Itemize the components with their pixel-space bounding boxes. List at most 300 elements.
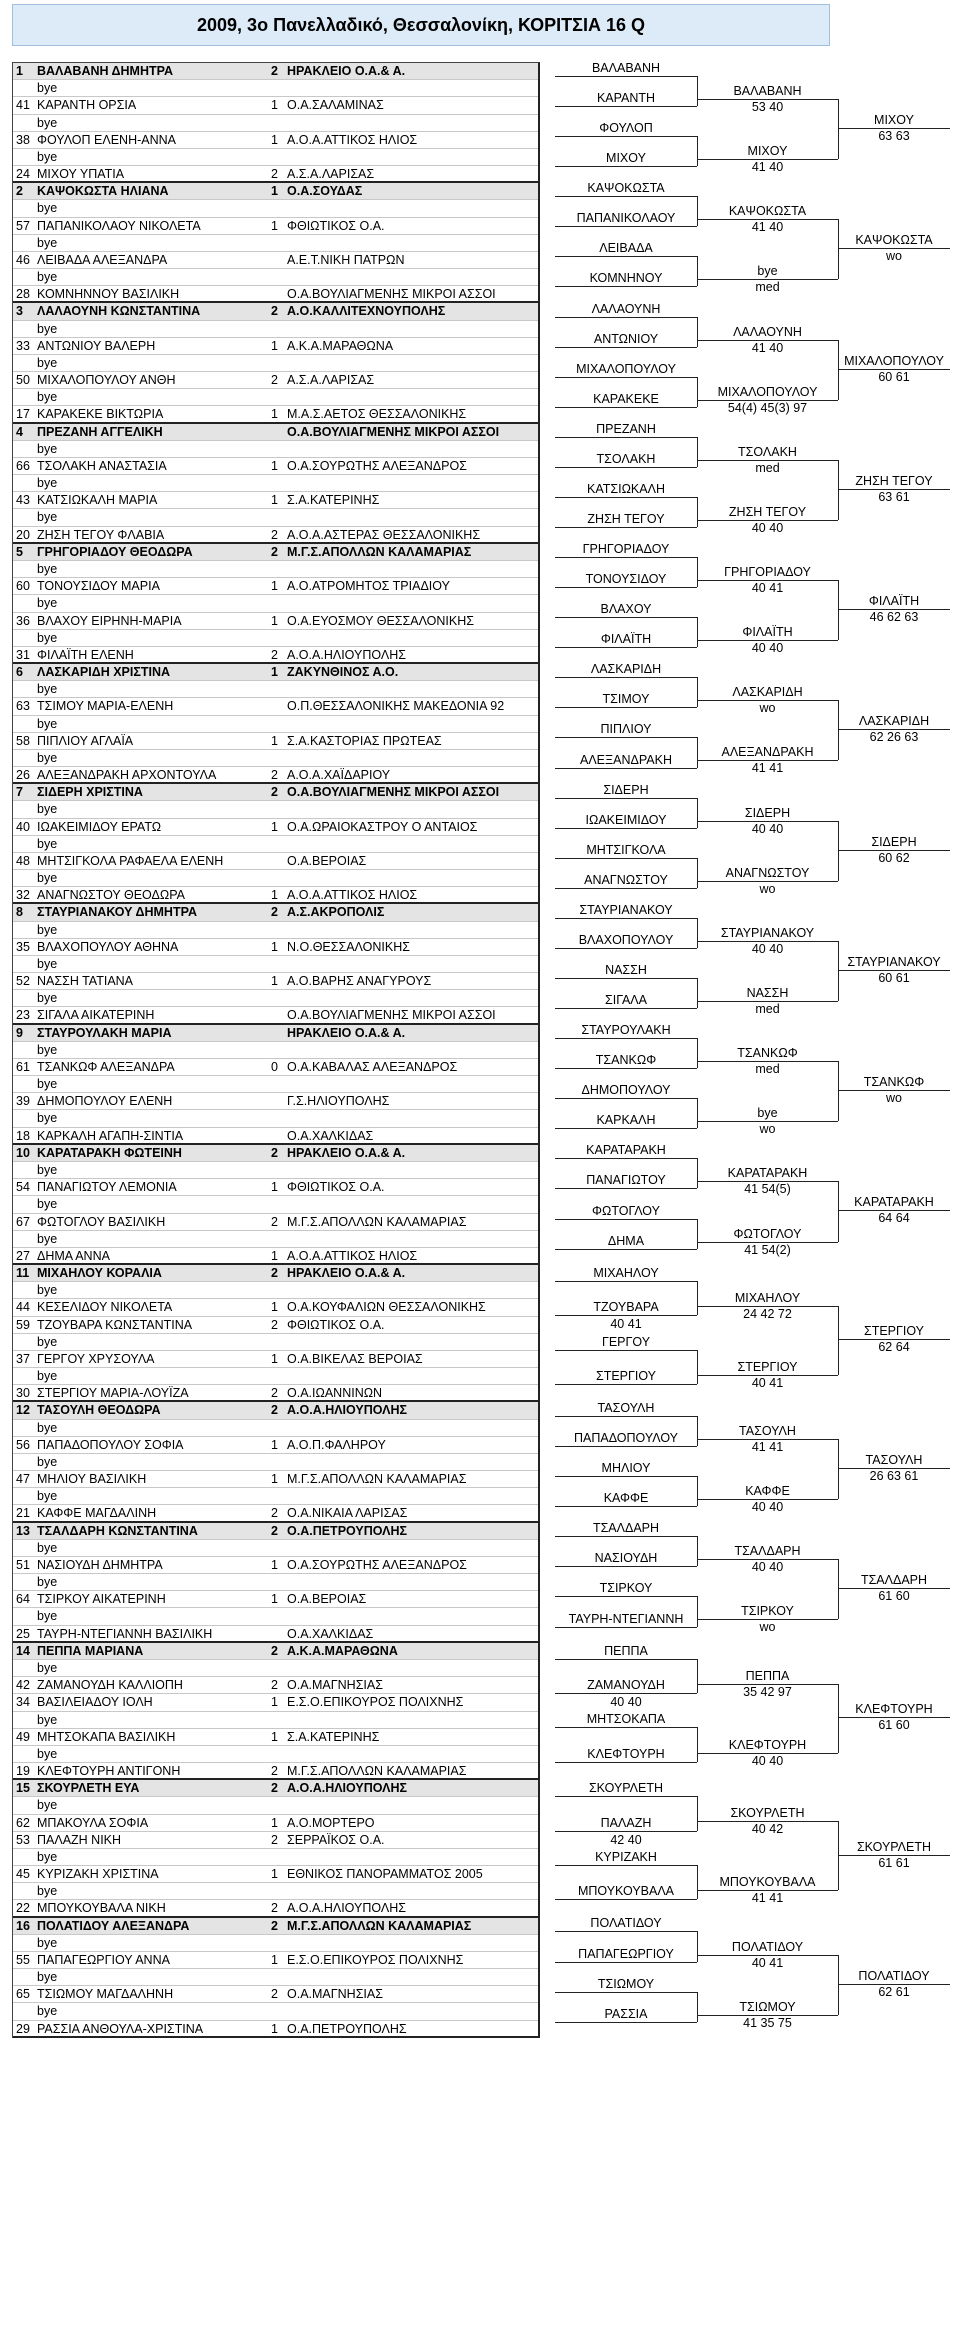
draw-row — [13, 1317, 538, 1334]
player-name: ΓΕΡΓΟΥ ΧΡΥΣΟΥΛΑ — [37, 1351, 155, 1366]
round2-score: 40 41 — [751, 1955, 784, 1970]
qualifier-entry: ΛΑΣΚΑΡΙΔΗ — [838, 713, 950, 730]
draw-row — [13, 1935, 538, 1952]
round1-entry: ΠΑΠΑΔΟΠΟΥΛΟΥ — [555, 1430, 697, 1447]
player-name: ΚΑΡΑΝΤΗ ΟΡΣΙΑ — [37, 98, 137, 113]
draw-number: 44 — [16, 1300, 30, 1315]
player-points: 1 — [271, 613, 278, 628]
club-name: Ο.Α.ΒΙΚΕΛΑΣ ΒΕΡΟΙΑΣ — [287, 1351, 423, 1366]
round2-score: 41 41 — [751, 1440, 784, 1455]
club-name: Α.Ο.Α.ΑΤΤΙΚΟΣ ΗΛΙΟΣ — [287, 888, 418, 903]
draw-row — [13, 1351, 538, 1368]
player-points: 1 — [271, 98, 278, 113]
draw-row — [13, 801, 538, 818]
player-name: bye — [37, 1042, 58, 1057]
draw-number: 55 — [16, 1952, 30, 1967]
player-name: bye — [37, 1231, 58, 1246]
qualifier-score: 61 60 — [878, 1589, 910, 1604]
draw-row — [13, 1746, 538, 1763]
player-name: bye — [37, 682, 58, 697]
player-points: 2 — [271, 1918, 278, 1933]
club-name: Ο.Α.ΠΕΤΡΟΥΠΟΛΗΣ — [287, 1523, 408, 1538]
draw-number: 63 — [16, 699, 30, 714]
draw-number: 3 — [16, 304, 23, 319]
draw-number: 19 — [16, 1764, 30, 1779]
player-name: bye — [37, 235, 58, 250]
draw-row — [13, 1797, 538, 1814]
player-points: 2 — [271, 1403, 278, 1418]
qualifier-score: 61 61 — [878, 1855, 910, 1870]
round2-entry: ΜΙΧΑΗΛΟΥ — [697, 1290, 838, 1307]
round1-entry: ΛΑΛΑΟΥΝΗ — [555, 301, 697, 318]
draw-number: 45 — [16, 1867, 30, 1882]
draw-row — [13, 97, 538, 114]
player-name: bye — [37, 1420, 58, 1435]
round2-entry: ΛΑΣΚΑΡΙΔΗ — [697, 684, 838, 701]
club-name: Ο.Α.ΜΑΓΝΗΣΙΑΣ — [287, 1678, 383, 1693]
player-name: ΠΑΝΑΓΙΩΤΟΥ ΛΕΜΟΝΙΑ — [37, 1180, 177, 1195]
player-name: ΜΗΤΣΟΚΑΠΑ ΒΑΣΙΛΙΚΗ — [37, 1729, 176, 1744]
round2-entry: ΤΣΑΛΔΑΡΗ — [697, 1543, 838, 1560]
draw-number: 32 — [16, 888, 30, 903]
player-name: ΒΛΑΧΟΥ ΕΙΡΗΝΗ-ΜΑΡΙΑ — [37, 613, 182, 628]
club-name: Ο.Π.ΘΕΣΣΑΛΟΝΙΚΗΣ ΜΑΚΕΔΟΝΙΑ 92 — [287, 699, 505, 714]
round2-score: wo — [759, 701, 776, 716]
player-name: ΚΑΨΟΚΩΣΤΑ ΗΛΙΑΝΑ — [37, 184, 169, 199]
player-name: ΦΙΛΑΪΤΗ ΕΛΕΝΗ — [37, 647, 134, 662]
player-name: ΑΝΑΓΝΩΣΤΟΥ ΘΕΟΔΩΡΑ — [37, 888, 185, 903]
draw-row — [13, 200, 538, 217]
draw-row — [13, 1900, 538, 1917]
player-name: ΠΑΠΑΝΙΚΟΛΑΟΥ ΝΙΚΟΛΕΤΑ — [37, 218, 201, 233]
player-points: 1 — [271, 407, 278, 422]
draw-row — [13, 750, 538, 767]
player-name: ΣΤΑΥΡΙΑΝΑΚΟΥ ΔΗΜΗΤΡΑ — [37, 905, 198, 920]
player-name: bye — [37, 441, 58, 456]
draw-row — [13, 1866, 538, 1883]
player-points: 2 — [271, 905, 278, 920]
round2-score: 41 40 — [751, 340, 784, 355]
club-name: Α.Ο.ΒΑΡΗΣ ΑΝΑΓΥΡΟΥΣ — [287, 974, 432, 989]
club-name: Α.Ο.Α.ΗΛΙΟΥΠΟΛΗΣ — [287, 1901, 406, 1916]
round2-score: 40 40 — [751, 1500, 784, 1515]
player-name: bye — [37, 750, 58, 765]
draw-row — [13, 578, 538, 595]
round2-score: med — [755, 460, 780, 475]
draw-row — [13, 1677, 538, 1694]
qualifier-entry: ΣΤΑΥΡΙΑΝΑΚΟΥ — [838, 954, 950, 971]
club-name: Ε.Σ.Ο.ΕΠΙΚΟΥΡΟΣ ΠΟΛΙΧΝΗΣ — [287, 1695, 464, 1710]
draw-row — [13, 1815, 538, 1832]
player-points: 2 — [271, 1145, 278, 1160]
player-name: bye — [37, 321, 58, 336]
club-name: Ε.Σ.Ο.ΕΠΙΚΟΥΡΟΣ ΠΟΛΙΧΝΗΣ — [287, 1952, 464, 1967]
player-points: 1 — [271, 458, 278, 473]
draw-number: 5 — [16, 544, 23, 559]
draw-row — [13, 235, 538, 252]
round1-entry: ΤΑΣΟΥΛΗ — [555, 1400, 697, 1417]
draw-number: 51 — [16, 1557, 30, 1572]
player-points: 2 — [271, 768, 278, 783]
draw-number: 25 — [16, 1626, 30, 1641]
round2-score: wo — [759, 1122, 776, 1137]
player-points: 1 — [271, 1248, 278, 1263]
round2-entry: ΑΝΑΓΝΩΣΤΟΥ — [697, 865, 838, 882]
player-name: ΒΛΑΧΟΠΟΥΛΟΥ ΑΘΗΝΑ — [37, 939, 179, 954]
draw-row — [13, 166, 538, 183]
round1-entry: ΑΝΤΩΝΙΟΥ — [555, 331, 697, 348]
player-name: ΓΡΗΓΟΡΙΑΔΟΥ ΘΕΟΔΩΡΑ — [37, 544, 193, 559]
round2-entry: ΚΑΡΑΤΑΡΑΚΗ — [697, 1165, 838, 1182]
club-name: Α.Ο.ΑΤΡΟΜΗΤΟΣ ΤΡΙΑΔΙΟΥ — [287, 579, 450, 594]
player-name: ΚΑΦΦΕ ΜΑΓΔΑΛΙΝΗ — [37, 1506, 157, 1521]
draw-number: 9 — [16, 1025, 23, 1040]
round1-entry: ΠΑΝΑΓΙΩΤΟΥ — [555, 1172, 697, 1189]
seed-row — [13, 784, 538, 801]
draw-number: 26 — [16, 768, 30, 783]
player-points: 1 — [271, 184, 278, 199]
draw-row — [13, 132, 538, 149]
qualifier-score: 60 61 — [878, 369, 910, 384]
draw-row — [13, 2021, 538, 2038]
round1-entry: ΣΤΑΥΡΟΥΛΑΚΗ — [555, 1022, 697, 1039]
qualifier-score: 63 61 — [878, 489, 910, 504]
draw-number: 59 — [16, 1317, 30, 1332]
round2-entry: ΑΛΕΞΑΝΔΡΑΚΗ — [697, 744, 838, 761]
round1-entry: ΚΑΡΑΝΤΗ — [555, 90, 697, 107]
player-name: ΒΑΛΑΒΑΝΗ ΔΗΜΗΤΡΑ — [37, 64, 174, 78]
round1-entry: ΜΙΧΑΗΛΟΥ — [555, 1265, 697, 1282]
draw-number: 35 — [16, 939, 30, 954]
round2-score: 41 54(5) — [744, 1182, 791, 1197]
club-name: Α.Σ.Α.ΛΑΡΙΣΑΣ — [287, 167, 375, 182]
qualifier-entry: ΚΑΡΑΤΑΡΑΚΗ — [838, 1194, 950, 1211]
player-points: 1 — [271, 338, 278, 353]
player-name: bye — [37, 355, 58, 370]
player-points: 1 — [271, 218, 278, 233]
draw-number: 66 — [16, 458, 30, 473]
draw-row — [13, 1368, 538, 1385]
club-name: Α.Ο.Α.ΑΤΤΙΚΟΣ ΗΛΙΟΣ — [287, 132, 418, 147]
player-name: ΜΠΑΚΟΥΛΑ ΣΟΦΙΑ — [37, 1815, 149, 1830]
round1-entry: ΜΗΤΣΟΚΑΠΑ — [555, 1711, 697, 1728]
seed-row — [13, 1643, 538, 1660]
club-name: Ο.Α.ΕΥΟΣΜΟΥ ΘΕΣΣΑΛΟΝΙΚΗΣ — [287, 613, 474, 628]
player-name: ΚΑΡΚΑΛΗ ΑΓΑΠΗ-ΣΙΝΤΙΑ — [37, 1128, 184, 1143]
round2-score: 40 40 — [751, 1560, 784, 1575]
round2-score: 35 42 97 — [743, 1684, 792, 1699]
round1-entry: ΛΕΙΒΑΔΑ — [555, 240, 697, 257]
draw-row — [13, 149, 538, 166]
player-name: ΤΑΣΟΥΛΗ ΘΕΟΔΩΡΑ — [37, 1403, 161, 1418]
player-name: ΠΕΠΠΑ ΜΑΡΙΑΝΑ — [37, 1643, 144, 1658]
seed-row — [13, 1025, 538, 1042]
draw-row — [13, 956, 538, 973]
draw-number: 2 — [16, 184, 23, 199]
player-points: 1 — [271, 1952, 278, 1967]
club-name: ΕΘΝΙΚΟΣ ΠΑΝΟΡΑΜΜΑΤΟΣ 2005 — [287, 1867, 483, 1882]
player-name: ΤΑΥΡΗ-ΝΤΕΓΙΑΝΝΗ ΒΑΣΙΛΙΚΗ — [37, 1626, 213, 1641]
draw-number: 49 — [16, 1729, 30, 1744]
draw-row — [13, 269, 538, 286]
draw-row — [13, 1488, 538, 1505]
player-name: ΚΥΡΙΖΑΚΗ ΧΡΙΣΤΙΝΑ — [37, 1867, 159, 1882]
round2-score: 41 35 75 — [743, 2015, 792, 2030]
player-name: bye — [37, 149, 58, 164]
player-name: ΣΚΟΥΡΛΕΤΗ ΕΥΑ — [37, 1781, 140, 1796]
draw-row — [13, 1162, 538, 1179]
player-name: ΤΖΟΥΒΑΡΑ ΚΩΝΣΤΑΝΤΙΝΑ — [37, 1317, 193, 1332]
draw-row — [13, 630, 538, 647]
round2-entry: bye — [697, 1105, 838, 1122]
player-points: 2 — [271, 1832, 278, 1847]
draw-number: 11 — [16, 1266, 30, 1281]
club-name: ΦΘΙΩΤΙΚΟΣ Ο.Α. — [287, 1317, 385, 1332]
draw-number: 33 — [16, 338, 30, 353]
draw-row — [13, 647, 538, 664]
round1-entry: ΚΟΜΝΗΝΟΥ — [555, 270, 697, 287]
draw-row — [13, 1248, 538, 1265]
draw-row — [13, 1505, 538, 1522]
draw-number: 38 — [16, 132, 30, 147]
round1-entry: ΝΑΣΙΟΥΔΗ — [555, 1550, 697, 1567]
round1-entry: ΚΑΤΣΙΩΚΑΛΗ — [555, 481, 697, 498]
player-points: 2 — [271, 1678, 278, 1693]
player-name: bye — [37, 1970, 58, 1985]
round2-score: 40 41 — [751, 581, 784, 596]
round2-score: 41 40 — [751, 160, 784, 175]
qualifier-score: 63 63 — [878, 129, 910, 144]
club-name: Ο.Α.ΒΟΥΛΙΑΓΜΕΝΗΣ ΜΙΚΡΟΙ ΑΣΣΟΙ — [287, 424, 500, 439]
qualifier-entry: ΖΗΣΗ ΤΕΓΟΥ — [838, 473, 950, 490]
player-points: 1 — [271, 939, 278, 954]
round1-entry: ΤΣΑΛΔΑΡΗ — [555, 1520, 697, 1537]
qualifier-score: 60 61 — [878, 970, 910, 985]
draw-number: 42 — [16, 1678, 30, 1693]
player-points: 2 — [271, 785, 278, 800]
round2-entry: ΠΟΛΑΤΙΔΟΥ — [697, 1939, 838, 1956]
player-name: bye — [37, 1077, 58, 1092]
draw-number: 22 — [16, 1901, 30, 1916]
draw-number: 1 — [16, 64, 23, 78]
player-name: ΛΑΛΑΟΥΝΗ ΚΩΝΣΤΑΝΤΙΝΑ — [37, 304, 201, 319]
draw-number: 53 — [16, 1832, 30, 1847]
player-name: bye — [37, 390, 58, 405]
player-points: 2 — [271, 1317, 278, 1332]
player-points: 1 — [271, 888, 278, 903]
round1-entry: ΤΣΙΜΟΥ — [555, 691, 697, 708]
draw-row — [13, 939, 538, 956]
round2-entry: ΤΣΟΛΑΚΗ — [697, 444, 838, 461]
round1-entry: ΚΥΡΙΖΑΚΗ — [555, 1849, 697, 1866]
player-points: 1 — [271, 1557, 278, 1572]
draw-row — [13, 1883, 538, 1900]
player-points: 2 — [271, 544, 278, 559]
draw-row — [13, 1471, 538, 1488]
draw-row — [13, 1540, 538, 1557]
player-points: 2 — [271, 167, 278, 182]
player-name: bye — [37, 716, 58, 731]
draw-number: 43 — [16, 493, 30, 508]
draw-row — [13, 372, 538, 389]
player-name: ΠΑΠΑΓΕΩΡΓΙΟΥ ΑΝΝΑ — [37, 1952, 170, 1967]
club-name: Α.Ο.Α.ΗΛΙΟΥΠΟΛΗΣ — [287, 647, 406, 662]
club-name: Ο.Α.ΒΕΡΟΙΑΣ — [287, 1592, 367, 1607]
club-name: Ο.Α.ΣΟΥΡΩΤΗΣ ΑΛΕΞΑΝΔΡΟΣ — [287, 458, 467, 473]
player-name: ΛΕΙΒΑΔΑ ΑΛΕΞΑΝΔΡΑ — [37, 252, 168, 267]
draw-row — [13, 1557, 538, 1574]
player-name: bye — [37, 1935, 58, 1950]
draw-row — [13, 698, 538, 715]
draw-row — [13, 509, 538, 526]
player-name: ΛΑΣΚΑΡΙΔΗ ΧΡΙΣΤΙΝΑ — [37, 665, 171, 680]
player-name: bye — [37, 1849, 58, 1864]
round1-entry: ΤΖΟΥΒΑΡΑ — [555, 1299, 697, 1316]
round1-entry: ΚΑΡΑΚΕΚΕ — [555, 391, 697, 408]
draw-number: 17 — [16, 407, 30, 422]
club-name: Ν.Ο.ΘΕΣΣΑΛΟΝΙΚΗΣ — [287, 939, 410, 954]
club-name: Α.Ο.Π.ΦΑΛΗΡΟΥ — [287, 1437, 386, 1452]
round1-entry: ΒΑΛΑΒΑΝΗ — [555, 60, 697, 77]
draw-number: 56 — [16, 1437, 30, 1452]
round2-entry: ΣΙΔΕΡΗ — [697, 805, 838, 822]
draw-row — [13, 475, 538, 492]
draw-row — [13, 80, 538, 97]
player-points: 1 — [271, 2021, 278, 2036]
round1-score: 40 40 — [610, 1695, 642, 1710]
player-points: 2 — [271, 1506, 278, 1521]
player-name: bye — [37, 1197, 58, 1212]
round1-entry: ΒΛΑΧΟΠΟΥΛΟΥ — [555, 932, 697, 949]
draw-number: 24 — [16, 167, 30, 182]
club-name: Α.Κ.Α.ΜΑΡΑΘΩΝΑ — [287, 338, 394, 353]
player-points: 2 — [271, 1764, 278, 1779]
player-name: bye — [37, 1884, 58, 1899]
round1-entry: ΒΛΑΧΟΥ — [555, 601, 697, 618]
draw-number: 16 — [16, 1918, 30, 1933]
draw-row — [13, 836, 538, 853]
round1-entry: ΚΑΡΚΑΛΗ — [555, 1112, 697, 1129]
round1-entry: ΣΙΓΑΛΑ — [555, 992, 697, 1009]
club-name: ΖΑΚΥΝΘΙΝΟΣ Α.Ο. — [287, 665, 399, 680]
player-points: 1 — [271, 493, 278, 508]
round1-entry: ΖΑΜΑΝΟΥΔΗ — [555, 1677, 697, 1694]
draw-number: 64 — [16, 1592, 30, 1607]
draw-number: 15 — [16, 1781, 30, 1796]
round2-score: 40 41 — [751, 1375, 784, 1390]
qualifier-score: wo — [886, 249, 902, 264]
player-name: ΜΙΧΑΗΛΟΥ ΚΟΡΑΛΙΑ — [37, 1266, 162, 1281]
qualifier-score: 26 63 61 — [869, 1469, 919, 1484]
player-points: 1 — [271, 665, 278, 680]
draw-row — [13, 338, 538, 355]
club-name: Ο.Α.ΒΟΥΛΙΑΓΜΕΝΗΣ ΜΙΚΡΟΙ ΑΣΣΟΙ — [287, 785, 500, 800]
round1-entry: ΠΑΠΑΓΕΩΡΓΙΟΥ — [555, 1946, 697, 1963]
seed-row — [13, 1402, 538, 1419]
player-name: bye — [37, 1660, 58, 1675]
round1-entry: ΖΗΣΗ ΤΕΓΟΥ — [555, 511, 697, 528]
round1-entry: ΛΑΣΚΑΡΙΔΗ — [555, 661, 697, 678]
player-name: bye — [37, 1609, 58, 1624]
round2-entry: ΤΣΙΩΜΟΥ — [697, 1999, 838, 2016]
draw-number: 50 — [16, 373, 30, 388]
club-name: Μ.Α.Σ.ΑΕΤΟΣ ΘΕΣΣΑΛΟΝΙΚΗΣ — [287, 407, 467, 422]
seed-row — [13, 664, 538, 681]
round1-entry: ΦΟΥΛΟΠ — [555, 120, 697, 137]
draw-row — [13, 1214, 538, 1231]
draw-number: 28 — [16, 287, 30, 302]
player-name: ΣΤΑΥΡΟΥΛΑΚΗ ΜΑΡΙΑ — [37, 1025, 172, 1040]
player-name: ΚΟΜΝΗΝΝΟΥ ΒΑΣΙΛΙΚΗ — [37, 287, 180, 302]
draw-row — [13, 1591, 538, 1608]
player-name: bye — [37, 476, 58, 491]
qualifier-score: wo — [886, 1091, 902, 1106]
player-name: ΤΟΝΟΥΣΙΔΟΥ ΜΑΡΙΑ — [37, 579, 160, 594]
round1-entry: ΠΙΠΛΙΟΥ — [555, 721, 697, 738]
round1-entry: ΚΑΡΑΤΑΡΑΚΗ — [555, 1142, 697, 1159]
draw-number: 27 — [16, 1248, 30, 1263]
round2-score: 41 54(2) — [744, 1242, 791, 1257]
draw-number: 48 — [16, 853, 30, 868]
draw-row — [13, 561, 538, 578]
club-name: Ο.Α.ΧΑΛΚΙΔΑΣ — [287, 1128, 374, 1143]
round1-entry: ΠΑΛΑΖΗ — [555, 1815, 697, 1832]
round1-entry: ΡΑΣΣΙΑ — [555, 2006, 697, 2023]
qualifier-entry: ΦΙΛΑΪΤΗ — [838, 593, 950, 610]
draw-row — [13, 321, 538, 338]
round2-score: 53 40 — [751, 100, 784, 115]
club-name: Ο.Α.ΣΟΥΔΑΣ — [287, 184, 363, 199]
draw-row — [13, 1729, 538, 1746]
club-name: ΦΘΙΩΤΙΚΟΣ Ο.Α. — [287, 1180, 385, 1195]
draw-row — [13, 887, 538, 904]
player-name: ΙΩΑΚΕΙΜΙΔΟΥ ΕΡΑΤΩ — [37, 819, 162, 834]
draw-number: 57 — [16, 218, 30, 233]
player-name: ΚΑΤΣΙΩΚΑΛΗ ΜΑΡΙΑ — [37, 493, 158, 508]
player-name: ΜΙΧΑΛΟΠΟΥΛΟΥ ΑΝΘΗ — [37, 373, 176, 388]
player-name: bye — [37, 956, 58, 971]
club-name: ΗΡΑΚΛΕΙΟ Ο.Α.& Α. — [287, 1145, 406, 1160]
draw-row — [13, 1076, 538, 1093]
draw-number: 54 — [16, 1180, 30, 1195]
draw-row — [13, 1042, 538, 1059]
draw-number: 67 — [16, 1214, 30, 1229]
draw-row — [13, 1420, 538, 1437]
draw-row — [13, 527, 538, 544]
round1-entry: ΑΝΑΓΝΩΣΤΟΥ — [555, 872, 697, 889]
draw-row — [13, 870, 538, 887]
round2-score: wo — [759, 881, 776, 896]
player-points: 2 — [271, 1386, 278, 1401]
round1-entry: ΤΣΟΛΑΚΗ — [555, 451, 697, 468]
draw-row — [13, 252, 538, 269]
round2-entry: ΜΙΧΑΛΟΠΟΥΛΟΥ — [697, 384, 838, 401]
round2-entry: ΦΩΤΟΓΛΟΥ — [697, 1226, 838, 1243]
draw-number: 13 — [16, 1523, 30, 1538]
player-name: ΚΑΡΑΚΕΚΕ ΒΙΚΤΩΡΙΑ — [37, 407, 164, 422]
player-points: 1 — [271, 1729, 278, 1744]
draw-number: 21 — [16, 1506, 30, 1521]
player-points: 2 — [271, 64, 278, 78]
draw-row — [13, 1059, 538, 1076]
qualifier-score: 46 62 63 — [869, 610, 919, 625]
round1-entry: ΤΑΥΡΗ-ΝΤΕΓΙΑΝΝΗ — [555, 1611, 697, 1628]
round1-entry: ΚΑΨΟΚΩΣΤΑ — [555, 180, 697, 197]
round1-entry: ΜΠΟΥΚΟΥΒΑΛΑ — [555, 1883, 697, 1900]
club-name: Σ.Α.ΚΑΤΕΡΙΝΗΣ — [287, 493, 380, 508]
draw-number: 6 — [16, 665, 23, 680]
club-name: Α.Κ.Α.ΜΑΡΑΘΩΝΑ — [287, 1643, 398, 1658]
